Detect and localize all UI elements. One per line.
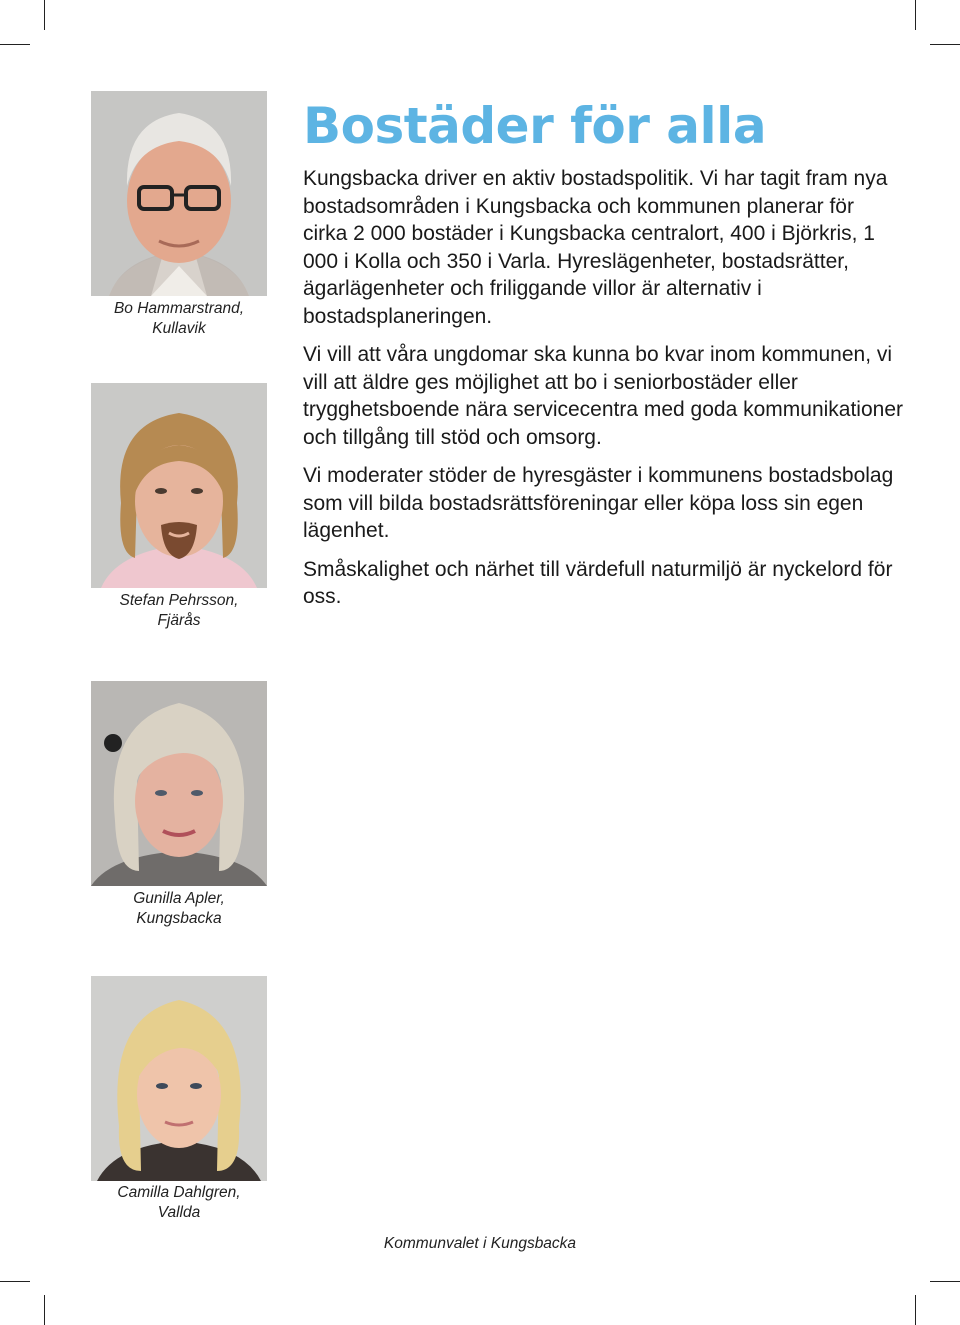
- portrait-image: [91, 681, 267, 886]
- paragraph: Kungsbacka driver en aktiv bostadspolitik. Vi har tagit fram nya bostadsområden i Kungsbacka och kommunen planerar för cirka 2 000 bostäder i Kungsbacka centralort, 400 i Björkris, 1 000 i Kolla och 350 i Varla. Hyreslägenheter, bostadsrätter, ägarlägenheter och friliggande villor är alternativ i bostadsplaneringen.: [303, 167, 888, 328]
- page-footer: Kommunvalet i Kungsbacka: [383, 1235, 577, 1252]
- crop-mark: [0, 44, 30, 45]
- crop-mark: [930, 1281, 960, 1282]
- portrait-image: [91, 91, 267, 296]
- portrait-photo: [91, 976, 267, 1181]
- person-name: Camilla Dahlgren,: [117, 1184, 241, 1201]
- portrait-caption: [91, 591, 267, 631]
- person-name: Bo Hammarstrand,: [113, 300, 245, 317]
- person-name: Gunilla Apler,: [133, 890, 225, 907]
- paragraph: Småskalighet och närhet till värdefull naturmiljö är nyckelord för oss.: [303, 557, 893, 608]
- portrait-image: [91, 976, 267, 1181]
- person-name: Stefan Pehrsson,: [119, 592, 239, 609]
- crop-mark: [930, 44, 960, 45]
- person-place: Kullavik: [152, 320, 206, 337]
- crop-mark: [44, 0, 45, 30]
- crop-mark: [915, 1295, 916, 1325]
- person-place: Kungsbacka: [136, 910, 222, 927]
- portrait-photo: [91, 681, 267, 886]
- crop-mark: [915, 0, 916, 30]
- portrait-image: [91, 383, 267, 588]
- portrait-photo: [91, 383, 267, 588]
- portrait-photo: [91, 91, 267, 296]
- portrait-caption: [91, 1183, 267, 1223]
- person-place: Fjärås: [157, 612, 201, 629]
- person-place: Vallda: [157, 1204, 201, 1221]
- page-title: Bostäder för alla: [303, 97, 767, 155]
- portrait-caption: [91, 299, 267, 339]
- portrait-caption: [91, 889, 267, 929]
- article-body: [303, 165, 903, 622]
- crop-mark: [0, 1281, 30, 1282]
- crop-mark: [44, 1295, 45, 1325]
- paragraph: Vi moderater stöder de hyresgäster i kommunens bostadsbolag som vill bilda bostadsrättsföreningar eller köpa loss sin egen lägenhet.: [303, 464, 894, 542]
- paragraph: Vi vill att våra ungdomar ska kunna bo kvar inom kommunen, vi vill att äldre ges möjlighet att bo i seniorbostäder eller trygghetsboende nära servicecentra med goda kommunikationer och tillgång till stöd och omsorg.: [303, 343, 904, 449]
